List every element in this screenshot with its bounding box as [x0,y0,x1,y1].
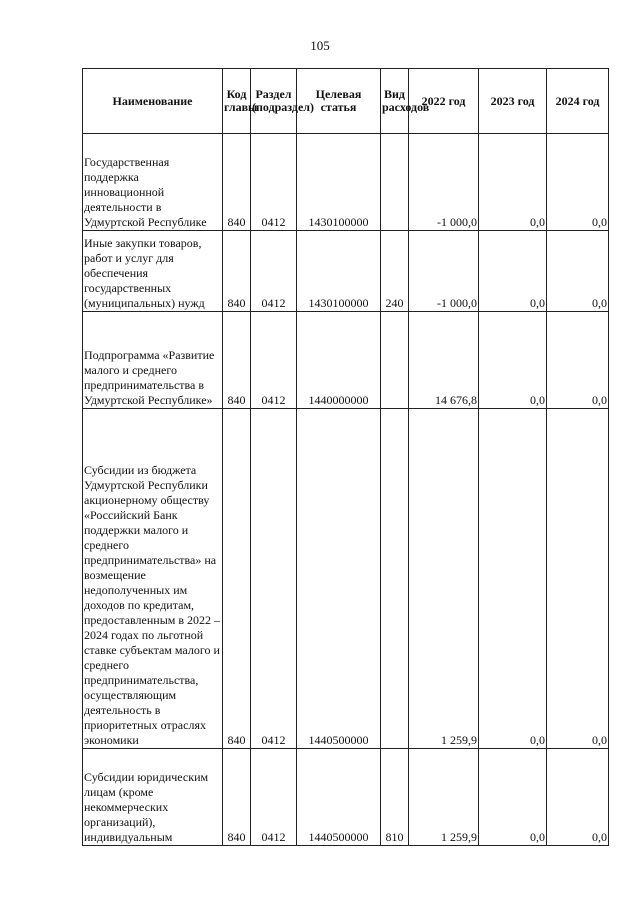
header-name: Наименование [83,69,223,134]
row-target: 1440500000 [297,409,381,749]
row-section: 0412 [251,409,297,749]
row-2022: -1 000,0 [409,231,479,312]
row-name: Субсидии юридическим лицам (кроме некоммерческих организаций), индивидуальным [83,749,223,846]
row-target: 1440500000 [297,749,381,846]
row-vid [381,134,409,231]
row-name: Государственная поддержка инновационной деятельности в Удмуртской Республике [83,134,223,231]
row-2022: 14 676,8 [409,312,479,409]
row-code: 840 [223,312,251,409]
row-2023: 0,0 [479,409,547,749]
table-row [83,749,609,846]
row-2023: 0,0 [479,231,547,312]
row-section: 0412 [251,312,297,409]
row-vid [381,409,409,749]
row-2022: 1 259,9 [409,749,479,846]
row-name: Иные закупки товаров, работ и услуг для обеспечения государственных (муниципальных) нужд [83,231,223,312]
row-name: Подпрограмма «Развитие малого и среднего предпринимательства в Удмуртской Республике» [83,312,223,409]
row-vid: 810 [381,749,409,846]
row-code: 840 [223,134,251,231]
row-code: 840 [223,231,251,312]
row-2024: 0,0 [547,312,609,409]
table-row [83,134,609,231]
table-row [83,312,609,409]
row-2024: 0,0 [547,749,609,846]
row-vid: 240 [381,231,409,312]
header-2022: 2022 год [409,69,479,134]
row-code: 840 [223,749,251,846]
row-vid [381,312,409,409]
row-2023: 0,0 [479,134,547,231]
row-target: 1430100000 [297,231,381,312]
row-section: 0412 [251,749,297,846]
row-2024: 0,0 [547,231,609,312]
row-2023: 0,0 [479,312,547,409]
row-2023: 0,0 [479,749,547,846]
header-code: Код главы [223,69,251,134]
header-2023: 2023 год [479,69,547,134]
header-2024: 2024 год [547,69,609,134]
row-code: 840 [223,409,251,749]
row-2024: 0,0 [547,134,609,231]
header-vid: Вид расходов [381,69,409,134]
page-number: 105 [310,38,330,53]
header-target: Целевая статья [297,69,381,134]
row-2022: 1 259,9 [409,409,479,749]
header-section: Раздел (подраздел) [251,69,297,134]
row-2024: 0,0 [547,409,609,749]
row-target: 1440000000 [297,312,381,409]
table-row [83,409,609,749]
table-row [83,231,609,312]
budget-table [82,68,609,846]
header-row [83,69,609,134]
row-target: 1430100000 [297,134,381,231]
row-section: 0412 [251,134,297,231]
row-section: 0412 [251,231,297,312]
row-name: Субсидии из бюджета Удмуртской Республики акционерному обществу «Российский Банк поддержки малого и среднего предпринимательства» на возмещение недополученных им доходов по кредитам, предоставленным в 2022 – 2024 годах по льготной ставке субъектам малого и среднего предпринимательства, осуществляющим деятельность в приоритетных отраслях экономики [83,409,223,749]
row-2022: -1 000,0 [409,134,479,231]
